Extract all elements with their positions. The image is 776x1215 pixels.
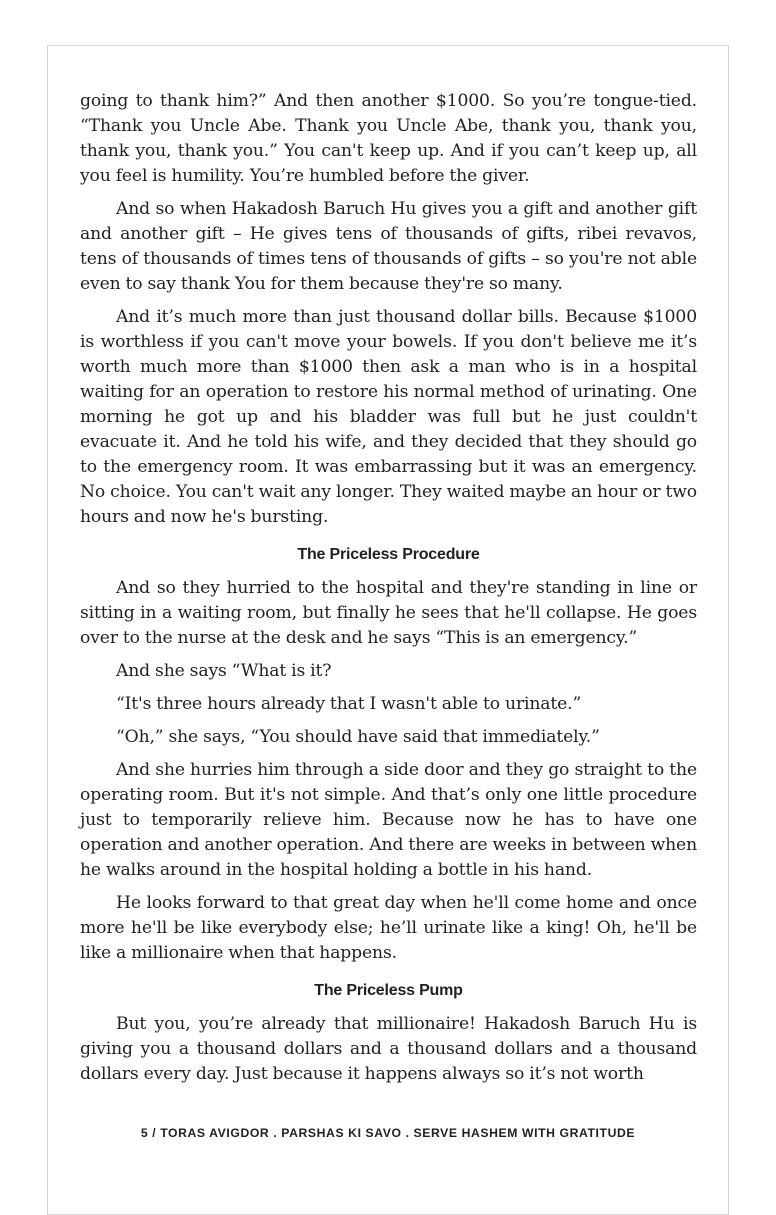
paragraph: And so they hurried to the hospital and they're standing in line or sitting in a waiting room, but finally he sees that he'll collapse. He goes over to the nurse at the desk and he says “This is an emergency.” [80,578,697,648]
paragraph: And it’s much more than just thousand dollar bills. Because $1000 is worthless if you can't move your bowels. If you don't believe me it’s worth much more than $1000 then ask a man who is in a hospital waiting for an operation to restore his normal method of urinating. One morning he got up and his bladder was full but he just couldn't evacuate it. And he told his wife, and they decided that they should go to the emergency room. It was embarrassing but it was an emergency. No choice. You can't wait any longer. They waited maybe an hour or two hours and now he's bursting. [80,307,697,527]
paragraph: “It's three hours already that I wasn't able to urinate.” [116,694,582,714]
section-heading: The Priceless Procedure [297,546,480,563]
paragraph: And she hurries him through a side door and they go straight to the operating room. But it's not simple. And that’s only one little procedure just to temporarily relieve him. Because now he has to have one operation and another operation. And there are weeks in between when he walks around in the hospital holding a bottle in his hand. [80,760,697,880]
paragraph: going to thank him?” And then another $1000. So you’re tongue-tied. “Thank you Uncle Abe. Thank you Uncle Abe, thank you, thank you, thank you, thank you.” You can't keep up. And if you can’t keep up, all you feel is humility. You’re humbled before the giver. [80,91,697,186]
paragraph: But you, you’re already that millionaire! Hakadosh Baruch Hu is giving you a thousand dollars and a thousand dollars and a thousand dollars every day. Just because it happens always so it’s not worth [80,1014,697,1084]
paragraph: And so when Hakadosh Baruch Hu gives you a gift and another gift and another gift – He gives tens of thousands of gifts, ribei revavos, tens of thousands of times tens of thousands of gifts – so you're not able even to say thank You for them because they're so many. [80,199,697,294]
section-heading: The Priceless Pump [314,982,463,999]
page-content [80,89,697,1095]
page-footer: 5 / TORAS AVIGDOR . PARSHAS KI SAVO . SERVE HASHEM WITH GRATITUDE [140,1126,636,1140]
paragraph: And she says “What is it? [116,661,332,681]
paragraph: He looks forward to that great day when he'll come home and once more he'll be like everybody else; he’ll urinate like a king! Oh, he'll be like a millionaire when that happens. [80,893,697,963]
paragraph: “Oh,” she says, “You should have said that immediately.” [116,727,600,747]
